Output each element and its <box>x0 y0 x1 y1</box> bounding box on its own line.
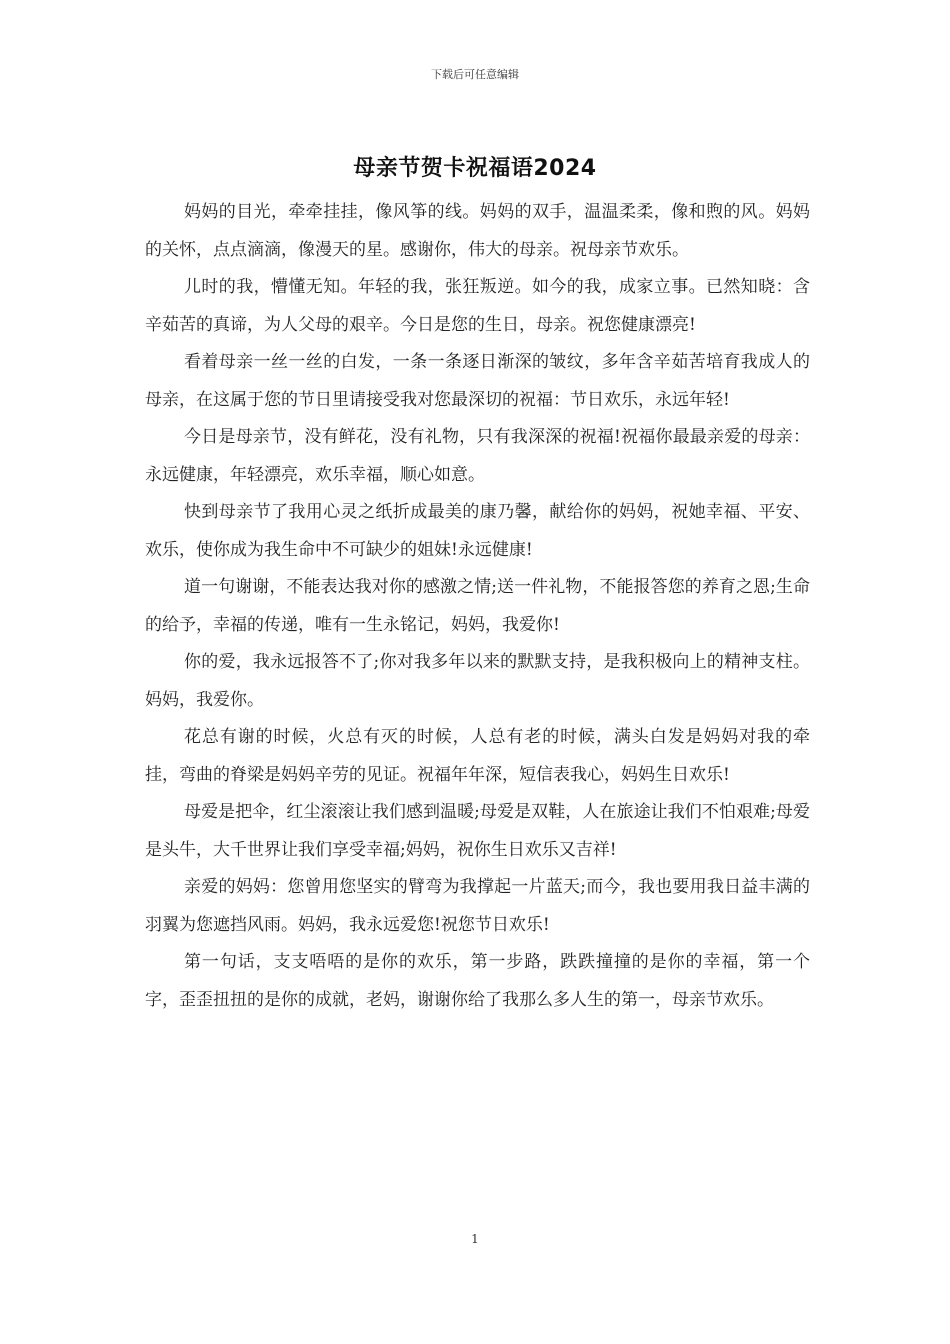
paragraph: 第一句话，支支唔唔的是你的欢乐，第一步路，跌跌撞撞的是你的幸福，第一个字，歪歪扭扭的是你的成就，老妈，谢谢你给了我那么多人生的第一，母亲节欢乐。 <box>145 952 810 1010</box>
paragraph: 道一句谢谢，不能表达我对你的感激之情;送一件礼物，不能报答您的养育之恩;生命的给予，幸福的传递，唯有一生永铭记，妈妈，我爱你! <box>145 577 810 635</box>
paragraph: 亲爱的妈妈：您曾用您坚实的臂弯为我撑起一片蓝天;而今，我也要用我日益丰满的羽翼为您遮挡风雨。妈妈，我永远爱您!祝您节日欢乐! <box>145 877 810 935</box>
paragraph: 今日是母亲节，没有鲜花，没有礼物，只有我深深的祝福!祝福你最最亲爱的母亲：永远健康，年轻漂亮，欢乐幸福，顺心如意。 <box>145 427 810 485</box>
document-body <box>145 194 810 1019</box>
paragraph: 母爱是把伞，红尘滚滚让我们感到温暖;母爱是双鞋，人在旅途让我们不怕艰难;母爱是头牛，大千世界让我们享受幸福;妈妈，祝你生日欢乐又吉祥! <box>145 802 810 860</box>
paragraph: 你的爱，我永远报答不了;你对我多年以来的默默支持，是我积极向上的精神支柱。妈妈，我爱你。 <box>145 652 810 710</box>
paragraph: 看着母亲一丝一丝的白发，一条一条逐日渐深的皱纹，多年含辛茹苦培育我成人的母亲，在这属于您的节日里请接受我对您最深切的祝福：节日欢乐，永远年轻! <box>145 352 810 410</box>
paragraph: 快到母亲节了我用心灵之纸折成最美的康乃馨，献给你的妈妈，祝她幸福、平安、欢乐，使你成为我生命中不可缺少的姐妹!永远健康! <box>145 502 810 560</box>
paragraph: 儿时的我，懵懂无知。年轻的我，张狂叛逆。如今的我，成家立事。已然知晓：含辛茹苦的真谛，为人父母的艰辛。今日是您的生日，母亲。祝您健康漂亮! <box>145 277 810 335</box>
paragraph: 妈妈的目光，牵牵挂挂，像风筝的线。妈妈的双手，温温柔柔，像和煦的风。妈妈的关怀，点点滴滴，像漫天的星。感谢你，伟大的母亲。祝母亲节欢乐。 <box>145 202 810 260</box>
page-number: 1 <box>471 1232 479 1246</box>
paragraph: 花总有谢的时候，火总有灭的时候，人总有老的时候，满头白发是妈妈对我的牵挂，弯曲的脊梁是妈妈辛劳的见证。祝福年年深，短信表我心，妈妈生日欢乐! <box>145 727 810 785</box>
document-title: 母亲节贺卡祝福语2024 <box>353 156 597 181</box>
header-note: 下载后可任意编辑 <box>431 68 519 81</box>
